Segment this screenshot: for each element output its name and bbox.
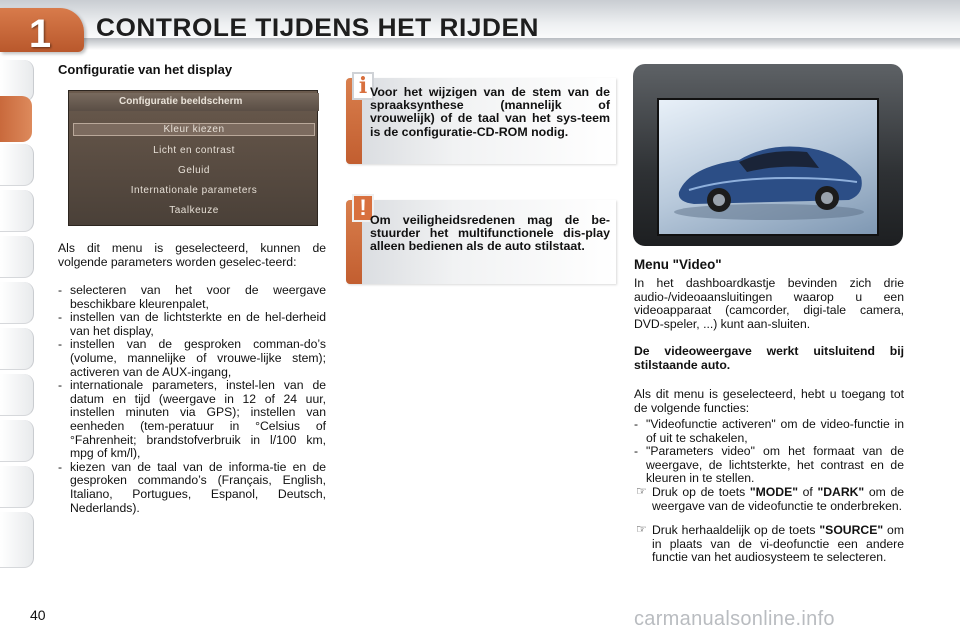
screen-menu-item: Taalkeuze xyxy=(169,205,219,216)
side-tab[interactable] xyxy=(0,512,34,568)
hand-pointer-icon: ☞ xyxy=(636,483,647,498)
video-function-list xyxy=(634,418,904,565)
video-para-2: De videoweergave werkt uitsluitend bij stilstaande auto. xyxy=(634,344,904,372)
video-para-3: Als dit menu is geselecteerd, hebt u toegang tot de volgende functies: xyxy=(634,387,904,415)
list-item: - "Parameters video" om het formaat van de weergave, de lichtsterkte, het contrast en de kleuren in te stellen. xyxy=(634,444,904,486)
list-item: - "Videofunctie activeren" om de video-functie in of uit te schakelen, xyxy=(634,417,904,445)
page-number: 40 xyxy=(30,607,46,623)
list-item: - internationale parameters, instel-len van de datum en tijd (weergave in 12 of 24 uur, instellen minuten via GPS); instellen van eenheden (tem-peratuur in °Celsius of °Fahrenheit; brandstofverbruik in l/100 km, mpg of km/l), xyxy=(58,378,326,461)
screen-menu-item: Geluid xyxy=(178,165,210,176)
video-para-1: In het dashboardkastje bevinden zich drie audio-/videoaansluitingen waarop u een videoapparaat (camcorder, digi-tale camera, DVD-speler, ...) kunt aan-sluiten. xyxy=(634,276,904,331)
display-config-list xyxy=(58,284,326,515)
side-tab[interactable] xyxy=(0,236,34,278)
list-item: - kiezen van de taal van de informa-tie en de gesproken commando’s (Français, English, Italiano, Portugues, Espanol, Deutsch, Nederlands). xyxy=(58,459,326,515)
chapter-number: 1 xyxy=(28,12,52,56)
screen-menu-item: Licht en contrast xyxy=(153,145,235,156)
info-note xyxy=(346,73,616,164)
page-title: CONTROLE TIJDENS HET RIJDEN xyxy=(96,14,539,42)
side-tab[interactable] xyxy=(0,466,34,508)
side-tab[interactable] xyxy=(0,282,34,324)
page-header xyxy=(0,0,960,54)
side-tab[interactable] xyxy=(0,328,34,370)
side-tab[interactable] xyxy=(0,420,34,462)
chapter-tab xyxy=(0,8,84,56)
display-config-intro: Als dit menu is geselecteerd, kunnen de volgende parameters worden geselec-teerd: xyxy=(58,241,326,269)
side-tab-active[interactable] xyxy=(0,96,32,142)
step-item: ☞ Druk herhaaldelijk op de toets "SOURCE" om in plaats van de vi-deofunctie een andere functie van het audiosysteem te selecteren. xyxy=(636,522,904,565)
display-config-screen xyxy=(68,90,318,226)
hand-pointer-icon: ☞ xyxy=(636,522,647,537)
video-screen-photo xyxy=(633,64,903,246)
display-config-heading: Configuratie van het display xyxy=(58,62,233,77)
warning-icon: ! xyxy=(352,194,374,222)
screen-menu-item: Internationale parameters xyxy=(130,185,258,196)
side-tab[interactable] xyxy=(0,144,34,186)
info-note-text: Voor het wijzigen van de stem van de spraaksynthese (mannelijk of vrouwelijk) of de taal van het sys-teem is de configuratie-CD-ROM nodig. xyxy=(370,85,610,139)
side-tabs xyxy=(0,60,38,580)
car-image-icon xyxy=(669,122,869,222)
screen-menu-item: Kleur kiezen xyxy=(73,123,315,136)
list-item: - selecteren van het voor de weergave beschikbare kleurenpalet, xyxy=(58,283,326,311)
side-tab[interactable] xyxy=(0,374,34,416)
video-display xyxy=(657,98,879,236)
list-item: - instellen van de gesproken comman-do’s (volume, mannelijke of vrouwe-lijke stem); activeren van de AUX-ingang, xyxy=(58,337,326,379)
screen-title: Configuratie beeldscherm xyxy=(69,93,319,111)
list-item: - instellen van de lichtsterkte en de hel-derheid van het display, xyxy=(58,310,326,338)
watermark: carmanualsonline.info xyxy=(634,608,835,630)
warning-note xyxy=(346,195,616,284)
warning-note-text: Om veiligheidsredenen mag de be-stuurder het multifunctionele dis-play alleen bedienen als de auto stilstaat. xyxy=(370,213,610,254)
step-item: ☞ Druk op de toets "MODE" of "DARK" om de weergave van de videofunctie te onderbreken. xyxy=(636,483,905,513)
video-menu-heading: Menu "Video" xyxy=(634,257,722,272)
info-icon: i xyxy=(352,72,374,100)
side-tab[interactable] xyxy=(0,190,34,232)
